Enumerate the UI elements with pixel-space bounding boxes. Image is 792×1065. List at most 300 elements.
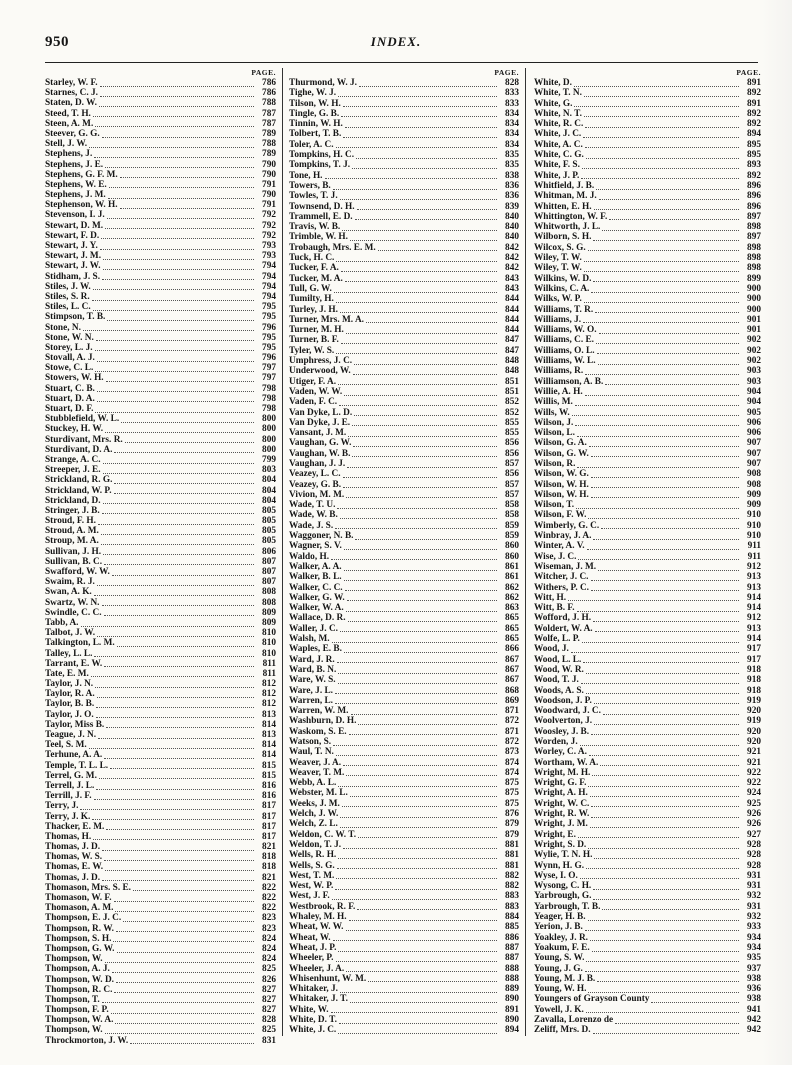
entry-page: 817 <box>262 801 276 812</box>
index-entry <box>534 747 761 757</box>
entry-page: 883 <box>505 901 519 912</box>
entry-page: 932 <box>747 912 761 923</box>
entry-page: 818 <box>262 852 276 863</box>
index-entry <box>289 624 519 634</box>
dot-leader <box>599 193 739 200</box>
entry-name: Tumilty, H. <box>289 294 334 305</box>
index-entry <box>534 644 761 654</box>
entry-page: 800 <box>262 414 276 425</box>
entry-name: Wortham, W. A. <box>534 757 599 768</box>
entry-page: 792 <box>262 220 276 231</box>
entry-name: Weldon, C. W. T. <box>289 829 357 840</box>
entry-page: 812 <box>262 689 276 700</box>
entry-name: Thurmond, W. J. <box>289 78 357 88</box>
entry-page: 935 <box>747 953 761 964</box>
entry-name: Waul, T. N. <box>289 747 334 758</box>
dot-leader <box>602 224 739 231</box>
entry-page: 909 <box>747 500 761 511</box>
dot-leader <box>341 337 497 344</box>
index-entry <box>45 506 276 516</box>
dot-leader <box>94 589 254 596</box>
entry-page: 900 <box>747 304 761 315</box>
entry-page: 835 <box>505 160 519 171</box>
dot-leader <box>343 471 497 478</box>
index-entry <box>45 934 276 944</box>
entry-name: Youngers of Grayson County <box>534 994 650 1005</box>
index-entry <box>45 170 276 180</box>
entry-name: Veazey, G. B. <box>289 479 342 490</box>
entry-page: 831 <box>262 1035 276 1046</box>
index-entry <box>45 812 276 822</box>
index-entry <box>289 716 519 726</box>
dot-leader <box>93 283 254 290</box>
entry-name: Tone, H. <box>289 170 323 181</box>
entry-name: Throckmorton, J. W. <box>45 1035 129 1046</box>
index-entry <box>289 686 519 696</box>
dot-leader <box>98 732 254 739</box>
dot-leader <box>335 687 497 694</box>
entry-page: 895 <box>747 139 761 150</box>
dot-leader <box>574 100 739 107</box>
index-entry <box>45 231 276 241</box>
entry-page: 858 <box>505 510 519 521</box>
entry-name: Wiley, T. W. <box>534 263 582 274</box>
dot-leader <box>352 419 497 426</box>
index-entry <box>45 526 276 536</box>
entry-name: Wells, S. G. <box>289 860 335 871</box>
entry-name: Terrill, J. F. <box>45 791 92 802</box>
index-entry <box>45 740 276 750</box>
index-entry <box>45 608 276 618</box>
entry-page: 847 <box>505 335 519 346</box>
entry-page: 898 <box>747 242 761 253</box>
dot-leader <box>347 461 497 468</box>
entry-name: Stuart, D. F. <box>45 404 94 414</box>
index-entry <box>289 232 519 242</box>
index-entry <box>45 720 276 730</box>
entry-name: Tilson, W. H. <box>289 98 341 109</box>
entry-page: 828 <box>505 78 519 88</box>
index-entry <box>45 414 276 424</box>
dot-leader <box>358 831 497 838</box>
entry-page: 822 <box>262 903 276 914</box>
index-entry <box>289 387 519 397</box>
entry-name: Winter, A. V. <box>534 541 585 552</box>
index-entry <box>289 243 519 253</box>
entry-name: Stephens, G. F. M. <box>45 169 118 180</box>
entry-name: Wilson, J. <box>534 417 574 428</box>
entry-page: 892 <box>747 108 761 119</box>
entry-list <box>534 78 761 1036</box>
entry-name: Towers, B. <box>289 180 331 191</box>
entry-name: Weaver, T. M. <box>289 767 345 778</box>
entry-page: 905 <box>747 407 761 418</box>
dot-leader <box>107 212 254 219</box>
index-entry <box>289 408 519 418</box>
dot-leader <box>114 986 254 993</box>
entry-page: 912 <box>747 561 761 572</box>
entry-name: Williams, W. O. <box>534 325 597 336</box>
entry-page: 838 <box>505 170 519 181</box>
entry-page: 798 <box>262 404 276 414</box>
dot-leader <box>336 749 497 756</box>
entry-name: Tarrant, E. W. <box>45 658 103 669</box>
entry-page: 926 <box>747 819 761 830</box>
index-entry <box>45 98 276 108</box>
entry-name: Swan, A. K. <box>45 587 92 598</box>
index-entry <box>289 964 519 974</box>
entry-page: 897 <box>747 232 761 243</box>
entry-page: 881 <box>505 860 519 871</box>
dot-leader <box>95 406 254 413</box>
dot-leader <box>91 670 254 677</box>
entry-page: 792 <box>262 230 276 241</box>
index-entry <box>534 232 761 242</box>
index-entry <box>45 261 276 271</box>
entry-page: 897 <box>747 211 761 222</box>
dot-leader <box>591 491 739 498</box>
entry-name: Vansant, J. M. <box>289 428 347 439</box>
entry-name: Trobaugh, Mrs. E. M. <box>289 242 376 253</box>
dot-leader <box>344 646 497 653</box>
entry-page: 786 <box>262 88 276 99</box>
index-entry <box>289 150 519 160</box>
dot-leader <box>103 548 254 555</box>
entry-page: 814 <box>262 719 276 730</box>
dot-leader <box>99 100 254 107</box>
entry-page: 859 <box>505 520 519 531</box>
dot-leader <box>96 334 254 341</box>
entry-page: 872 <box>505 737 519 747</box>
index-entry <box>45 822 276 832</box>
index-entry <box>534 480 761 490</box>
dot-leader <box>597 975 739 982</box>
entry-name: Stowe, C. L. <box>45 363 94 374</box>
index-entry <box>45 1005 276 1015</box>
entry-name: Yowell, J. K. <box>534 1004 584 1015</box>
dot-leader <box>97 579 254 586</box>
index-entry <box>289 1005 519 1015</box>
dot-leader <box>343 759 497 766</box>
dot-leader <box>357 203 497 210</box>
entry-name: Ward, B. N. <box>289 664 337 675</box>
dot-leader <box>578 553 739 560</box>
index-entry <box>534 274 761 284</box>
dot-leader <box>598 564 739 571</box>
entry-page: 871 <box>505 706 519 717</box>
index-entry <box>534 593 761 603</box>
dot-leader <box>584 255 739 262</box>
dot-leader <box>337 502 497 509</box>
dot-leader <box>342 800 497 807</box>
index-entry <box>534 541 761 551</box>
entry-name: Stowers, W. H. <box>45 373 104 384</box>
entry-name: Whitaker, J. T. <box>289 994 348 1005</box>
entry-page: 891 <box>505 1004 519 1015</box>
entry-page: 918 <box>747 664 761 675</box>
entry-page: 922 <box>747 778 761 789</box>
dot-leader <box>357 903 497 910</box>
dot-leader <box>105 956 254 963</box>
entry-page: 912 <box>747 613 761 624</box>
entry-page: 896 <box>747 180 761 191</box>
entry-page: 842 <box>505 253 519 264</box>
dot-leader <box>575 419 739 426</box>
index-entry <box>289 284 519 294</box>
entry-name: Waldo, H. <box>289 551 330 562</box>
dot-leader <box>591 286 739 293</box>
index-entry <box>534 613 761 623</box>
entry-name: Underwood, W. <box>289 366 351 377</box>
entry-page: 843 <box>505 273 519 284</box>
index-entry <box>534 191 761 201</box>
index-entry <box>534 583 761 593</box>
dot-leader <box>584 90 739 97</box>
entry-page: 862 <box>505 592 519 603</box>
dot-leader <box>93 304 254 311</box>
entry-page: 907 <box>747 458 761 469</box>
entry-page: 898 <box>747 222 761 233</box>
entry-page: 788 <box>262 98 276 109</box>
entry-name: Stubblefield, W. L. <box>45 414 120 425</box>
entry-page: 898 <box>747 263 761 274</box>
entry-page: 852 <box>505 407 519 418</box>
dot-leader <box>103 253 254 260</box>
entry-page: 812 <box>262 699 276 710</box>
entry-page: 859 <box>505 531 519 542</box>
index-entry <box>289 933 519 943</box>
entry-name: Strickland, D. <box>45 495 101 506</box>
dot-leader <box>603 708 739 715</box>
entry-name: Thomas, J. D. <box>45 842 101 853</box>
index-entry <box>45 567 276 577</box>
index-entry <box>45 649 276 659</box>
index-entry <box>534 675 761 685</box>
entry-name: Wiley, T. W. <box>534 253 582 264</box>
entry-name: Winbray, J. A. <box>534 531 592 542</box>
dot-leader <box>105 161 254 168</box>
entry-name: White, T. N. <box>534 88 582 99</box>
index-entry <box>534 871 761 881</box>
index-entry <box>289 706 519 716</box>
entry-name: Steed, T. H. <box>45 108 91 119</box>
index-entry <box>289 541 519 551</box>
entry-name: Stovall, A. J. <box>45 353 95 364</box>
entry-name: Wallace, D. R. <box>289 613 346 624</box>
entry-name: Wright, W. C. <box>534 798 590 809</box>
dot-leader <box>99 772 254 779</box>
dot-leader <box>592 945 739 952</box>
entry-page: 914 <box>747 592 761 603</box>
entry-name: Terrel, G. M. <box>45 770 97 781</box>
entry-name: Thompson, S. H. <box>45 933 112 944</box>
entry-name: Terry, J. K. <box>45 811 91 822</box>
entry-name: Stewart, J. W. <box>45 261 101 272</box>
entry-page: 805 <box>262 526 276 537</box>
entry-name: Stidham, J. S. <box>45 271 101 282</box>
index-entry <box>534 315 761 325</box>
dot-leader <box>583 656 739 663</box>
dot-leader <box>332 636 497 643</box>
entry-name: Yarbrough, G. <box>534 891 592 902</box>
entry-page: 903 <box>747 366 761 377</box>
index-entry <box>45 516 276 526</box>
entry-page: 808 <box>262 587 276 598</box>
entry-name: Wills, W. <box>534 407 570 418</box>
dot-leader <box>338 780 497 787</box>
entry-name: Wright, G. F. <box>534 778 587 789</box>
dot-leader <box>574 80 739 87</box>
index-entry <box>534 202 761 212</box>
entry-page: 913 <box>747 582 761 593</box>
dot-leader <box>583 131 739 138</box>
entry-page: 900 <box>747 294 761 305</box>
entry-name: Vaden, F. C. <box>289 397 338 408</box>
entry-page: 807 <box>262 556 276 567</box>
dot-leader <box>334 286 497 293</box>
dot-leader <box>114 487 254 494</box>
entry-page: 860 <box>505 551 519 562</box>
dot-leader <box>346 327 497 334</box>
index-entry <box>45 210 276 220</box>
index-entry <box>45 384 276 394</box>
entry-name: Turley, J. H. <box>289 304 338 315</box>
entry-page: 906 <box>747 417 761 428</box>
entry-name: Whittington, W. F. <box>534 211 608 222</box>
dot-leader <box>331 553 497 560</box>
entry-name: Wysong, C. H. <box>534 881 592 892</box>
index-entry <box>289 696 519 706</box>
index-entry <box>534 1005 761 1015</box>
entry-name: Strickland, W. P. <box>45 485 112 496</box>
index-entry <box>534 881 761 891</box>
index-entry <box>534 727 761 737</box>
entry-page: 833 <box>505 88 519 99</box>
entry-name: Wheat, W. <box>289 932 331 943</box>
entry-name: Whitfield, J. B. <box>534 180 595 191</box>
index-entry <box>534 253 761 263</box>
entry-name: Withers, P. C. <box>534 582 590 593</box>
dot-leader <box>104 854 254 861</box>
index-entry <box>534 758 761 768</box>
index-entry <box>534 572 761 582</box>
dot-leader <box>95 681 254 688</box>
index-entry <box>289 819 519 829</box>
dot-leader <box>584 296 739 303</box>
dot-leader <box>615 1017 739 1024</box>
entry-name: Stephens, J. E. <box>45 159 104 170</box>
entry-page: 908 <box>747 479 761 490</box>
index-entry <box>289 747 519 757</box>
index-entry <box>534 737 761 747</box>
index-entry <box>45 394 276 404</box>
entry-page: 887 <box>505 953 519 964</box>
entry-page: 851 <box>505 376 519 387</box>
entry-page: 942 <box>747 1015 761 1026</box>
index-entry <box>534 428 761 438</box>
entry-page: 931 <box>747 901 761 912</box>
dot-leader <box>343 481 497 488</box>
entry-name: Van Dyke, L. D. <box>289 407 353 418</box>
dot-leader <box>590 934 739 941</box>
dot-leader <box>103 263 254 270</box>
entry-name: Talley, L. L. <box>45 648 93 659</box>
index-entry <box>534 819 761 829</box>
index-entry <box>534 222 761 232</box>
index-entry <box>45 343 276 353</box>
dot-leader <box>103 497 254 504</box>
entry-name: Waggoner, N. B. <box>289 531 354 542</box>
dot-leader <box>95 365 254 372</box>
entry-page: 826 <box>262 974 276 985</box>
entry-page: 896 <box>747 191 761 202</box>
entry-page: 882 <box>505 870 519 881</box>
dot-leader <box>349 728 497 735</box>
entry-name: Walker, A. A. <box>289 561 342 572</box>
entry-page: 821 <box>262 872 276 883</box>
index-entry <box>45 710 276 720</box>
entry-page: 814 <box>262 750 276 761</box>
entry-page: 797 <box>262 373 276 384</box>
index-entry <box>534 902 761 912</box>
index-entry <box>45 445 276 455</box>
dot-leader <box>353 368 497 375</box>
index-entry <box>534 861 761 871</box>
entry-page: 807 <box>262 577 276 588</box>
entry-page: 817 <box>262 831 276 842</box>
dot-leader <box>340 811 497 818</box>
dot-leader <box>342 224 497 231</box>
dot-leader <box>95 120 254 127</box>
entry-name: Wilson, G. W. <box>534 448 589 459</box>
entry-name: Wilson, W. H. <box>534 489 589 500</box>
entry-name: Turner, M. H. <box>289 325 344 336</box>
index-entry <box>534 263 761 273</box>
entry-page: 862 <box>505 582 519 593</box>
dot-leader <box>344 543 497 550</box>
dot-leader <box>591 481 739 488</box>
entry-name: Wilson, L. <box>534 428 575 439</box>
entry-page: 875 <box>505 788 519 799</box>
dot-leader <box>96 711 254 718</box>
dot-leader <box>117 946 255 953</box>
dot-leader <box>343 100 497 107</box>
index-entry <box>289 572 519 582</box>
index-entry <box>45 669 276 679</box>
entry-page: 927 <box>747 829 761 840</box>
entry-page: 856 <box>505 448 519 459</box>
entry-page: 863 <box>505 603 519 614</box>
index-entry <box>534 788 761 798</box>
entry-page: 873 <box>505 747 519 758</box>
entry-name: Witt, H. <box>534 592 567 603</box>
index-entry <box>289 788 519 798</box>
dot-leader <box>593 533 739 540</box>
header-rule <box>45 62 758 63</box>
entry-name: Young, S. W. <box>534 953 585 964</box>
dot-leader <box>580 739 739 746</box>
entry-name: Vivion, M. M. <box>289 489 345 500</box>
entry-name: Taylor, R. A. <box>45 689 95 700</box>
entry-page: 874 <box>505 757 519 768</box>
dot-leader <box>351 708 498 715</box>
index-entry <box>45 455 276 465</box>
entry-page: 824 <box>262 943 276 954</box>
dot-leader <box>103 457 254 464</box>
dot-leader <box>115 1017 254 1024</box>
entry-page: 790 <box>262 190 276 201</box>
index-entry <box>289 562 519 572</box>
